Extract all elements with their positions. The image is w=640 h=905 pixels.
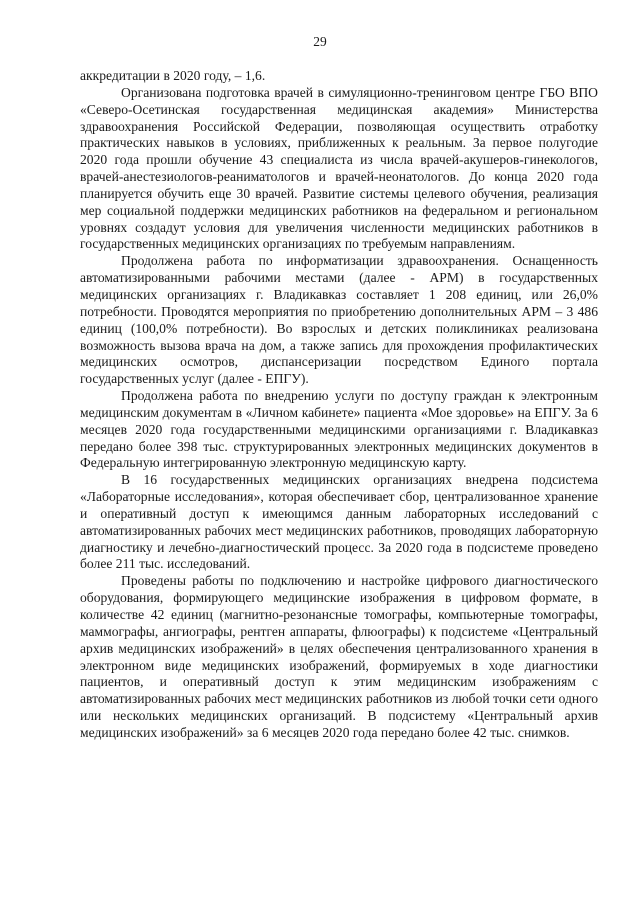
paragraph-accreditation-tail: аккредитации в 2020 году, – 1,6. [80,68,266,83]
paragraph-informatization: Продолжена работа по информатизации здравоохранения. Оснащенность автоматизированными рабочими местами (далее - АРМ) в государственных медицинских организациях г. Владикавказ составляет 1 208 единиц, или 26,0% потребности. Проводятся мероприятия по приобретению дополнительных АРМ – 3 486 единиц (100,0% потребности). Во взрослых и детских поликлиниках реализована возможность вызова врача на дом, а также запись для прохождения профилактических медицинских осмотров, диспансеризации посредством Единого портала государственных услуг (далее - ЕПГУ). [80,253,598,387]
page-number: 29 [313,34,327,49]
paragraph-simulation-training: Организована подготовка врачей в симуляционно-тренинговом центре ГБО ВПО «Северо-Осетинская государственная медицинская академия» Министерства здравоохранения Российской Федерации, позволяющая осуществить отработку практических навыков в условиях, приближенных к реальным. За первое полугодие 2020 года прошли обучение 43 специалиста из числа врачей-акушеров-гинекологов, врачей-анестезиологов-реаниматологов и врачей-неонатологов. До конца 2020 года планируется обучить еще 30 врачей. Развитие системы целевого обучения, реализация мер социальной поддержки медицинских работников на федеральном и региональном уровнях создадут условия для увеличения численности медицинских работников в государственных медицинских организациях по требуемым направлениям. [80,84,598,252]
paragraph-electronic-documents: Продолжена работа по внедрению услуги по доступу граждан к электронным медицинским документам в «Личном кабинете» пациента «Мое здоровье» на ЕПГУ. За 6 месяцев 2020 года государственными медицинскими организациями г. Владикавказ передано более 398 тыс. структурированных электронных медицинских документов в Федеральную интегрированную электронную медицинскую карту. [80,388,598,471]
document-body [80,68,598,742]
paragraph-laboratory-subsystem: В 16 государственных медицинских организациях внедрена подсистема «Лабораторные исследования», которая обеспечивает сбор, централизованное хранение и оперативный доступ к имеющимся данным лабораторных исследований с автоматизированных рабочих мест медицинских работников, проводящих лабораторную диагностику и лечебно-диагностический процесс. За 2020 года в подсистеме проведено более 211 тыс. исследований. [80,472,598,572]
paragraph-medical-images-archive: Проведены работы по подключению и настройке цифрового диагностического оборудования, формирующего медицинские изображения в цифровом формате, в количестве 42 единиц (магнитно-резонансные томографы, компьютерные томографы, маммографы, ангиографы, рентген аппараты, флюографы) к подсистеме «Центральный архив медицинских изображений» в целях обеспечения централизованного хранения в электронном виде медицинских изображений, формируемых в ходе диагностики пациентов, и оперативный доступ к этим медицинским изображениям с автоматизированных рабочих мест медицинских работников из любой точки сети одного или нескольких медицинских организаций. В подсистему «Центральный архив медицинских изображений» за 6 месяцев 2020 года передано более 42 тыс. снимков. [80,573,598,740]
